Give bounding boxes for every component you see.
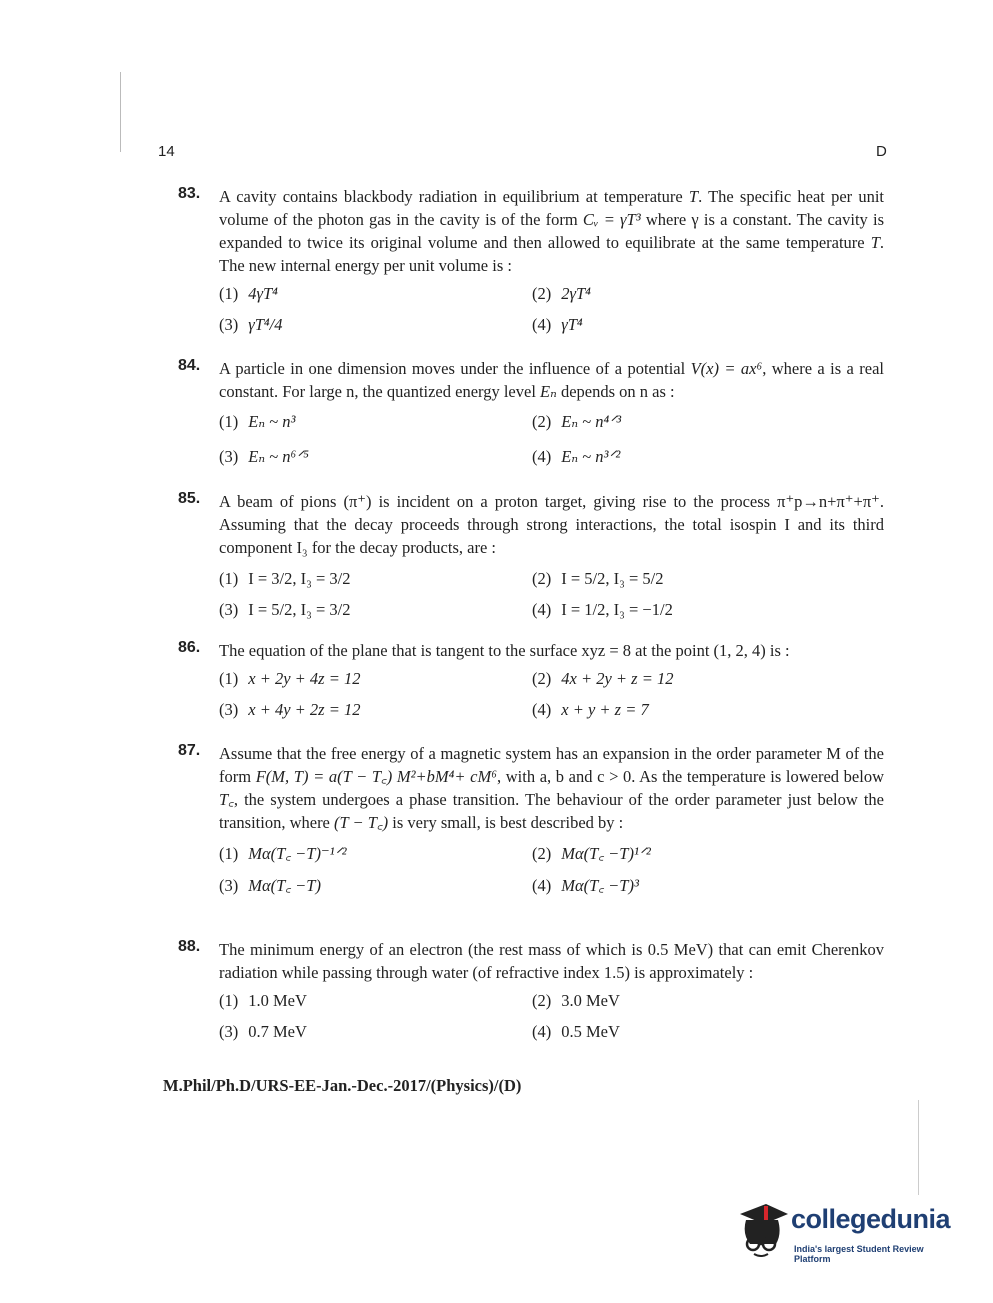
option-1: (1) 4γT⁴ [219,284,278,303]
question-stem: Assume that the free energy of a magnetic system has an expansion in the order parameter M of the form F(M, T) = a(T − T꜀) M²+bM⁴+ cM⁶, with a, b and c > 0. As the temperature is lowered below T꜀, the system undergoes a phase transition. The behaviour of the order parameter just below the transition, where (T − T꜀) is very small, is best described by : [219,744,884,832]
option-2: (2) 3.0 MeV [532,991,620,1010]
option-4: (4) γT⁴ [532,315,583,334]
option-2: (2) Mα(T꜀ −T)¹ᐟ² [532,844,651,863]
question-86 [178,639,884,721]
option-1: (1) x + 2y + 4z = 12 [219,669,361,688]
question-84 [178,357,884,468]
options [219,668,884,721]
brand-name: collegedunia [791,1204,951,1234]
scan-margin-line-right [918,1100,919,1195]
question-83 [178,185,884,336]
option-1: (1) Mα(T꜀ −T)⁻¹ᐟ² [219,844,347,863]
question-85 [178,490,884,621]
question-stem: A particle in one dimension moves under the influence of a potential V(x) = ax⁶, where a is a real constant. For large n, the quantized energy level Eₙ depends on n as : [219,359,884,401]
option-4: (4) Eₙ ~ n³ᐟ² [532,447,621,466]
option-3: (3) γT⁴/4 [219,315,283,334]
set-code: D [876,143,887,160]
question-number: 87. [178,742,201,759]
options [219,568,884,621]
scan-margin-line [120,72,121,152]
page-number: 14 [158,143,175,160]
collegedunia-logo [736,1198,962,1268]
option-3: (3) Mα(T꜀ −T) [219,876,321,895]
question-number: 86. [178,639,201,656]
question-number: 84. [178,357,201,374]
option-2: (2) Eₙ ~ n⁴ᐟ³ [532,412,622,431]
option-3: (3) 0.7 MeV [219,1022,307,1041]
question-87 [178,742,884,897]
options [219,283,884,336]
options [219,411,884,468]
option-2: (2) 4x + 2y + z = 12 [532,669,674,688]
graduate-mascot-icon [736,1200,790,1262]
option-3: (3) Eₙ ~ n⁶ᐟ⁵ [219,447,309,466]
question-stem: The equation of the plane that is tangent to the surface xyz = 8 at the point (1, 2, 4) is : [219,641,790,660]
option-3: (3) x + 4y + 2z = 12 [219,700,361,719]
question-stem: The minimum energy of an electron (the rest mass of which is 0.5 MeV) that can emit Cherenkov radiation while passing through water (of refractive index 1.5) is approximately : [219,940,884,982]
option-1: (1) 1.0 MeV [219,991,307,1010]
question-stem: A cavity contains blackbody radiation in equilibrium at temperature T. The specific heat per unit volume of the photon gas in the cavity is of the form Cᵥ = γT³ where γ is a constant. The cavity is expanded to twice its original volume and then allowed to equilibrate at the same temperature T. The new internal energy per unit volume is : [219,187,884,275]
option-3: (3) I = 5/2, I₃ = 3/2 [219,600,351,619]
paper-code-footer: M.Phil/Ph.D/URS-EE-Jan.-Dec.-2017/(Physics)/(D) [163,1076,522,1095]
question-number: 88. [178,938,201,955]
options [219,843,884,897]
option-2: (2) 2γT⁴ [532,284,591,303]
option-4: (4) Mα(T꜀ −T)³ [532,876,639,895]
option-4: (4) x + y + z = 7 [532,700,649,719]
brand-tagline: India's largest Student Review Platform [794,1244,924,1264]
question-number: 85. [178,490,201,507]
option-1: (1) Eₙ ~ n³ [219,412,296,431]
question-88 [178,938,884,1043]
option-1: (1) I = 3/2, I₃ = 3/2 [219,569,351,588]
option-4: (4) I = 1/2, I₃ = −1/2 [532,600,673,619]
question-stem: A beam of pions (π⁺) is incident on a proton target, giving rise to the process π⁺p→n+π⁺+π⁺. Assuming that the decay proceeds through strong interactions, the total isospin I and its third component I₃ for the decay products, are : [219,492,884,557]
option-4: (4) 0.5 MeV [532,1022,620,1041]
question-number: 83. [178,185,201,202]
options [219,990,884,1043]
option-2: (2) I = 5/2, I₃ = 5/2 [532,569,664,588]
